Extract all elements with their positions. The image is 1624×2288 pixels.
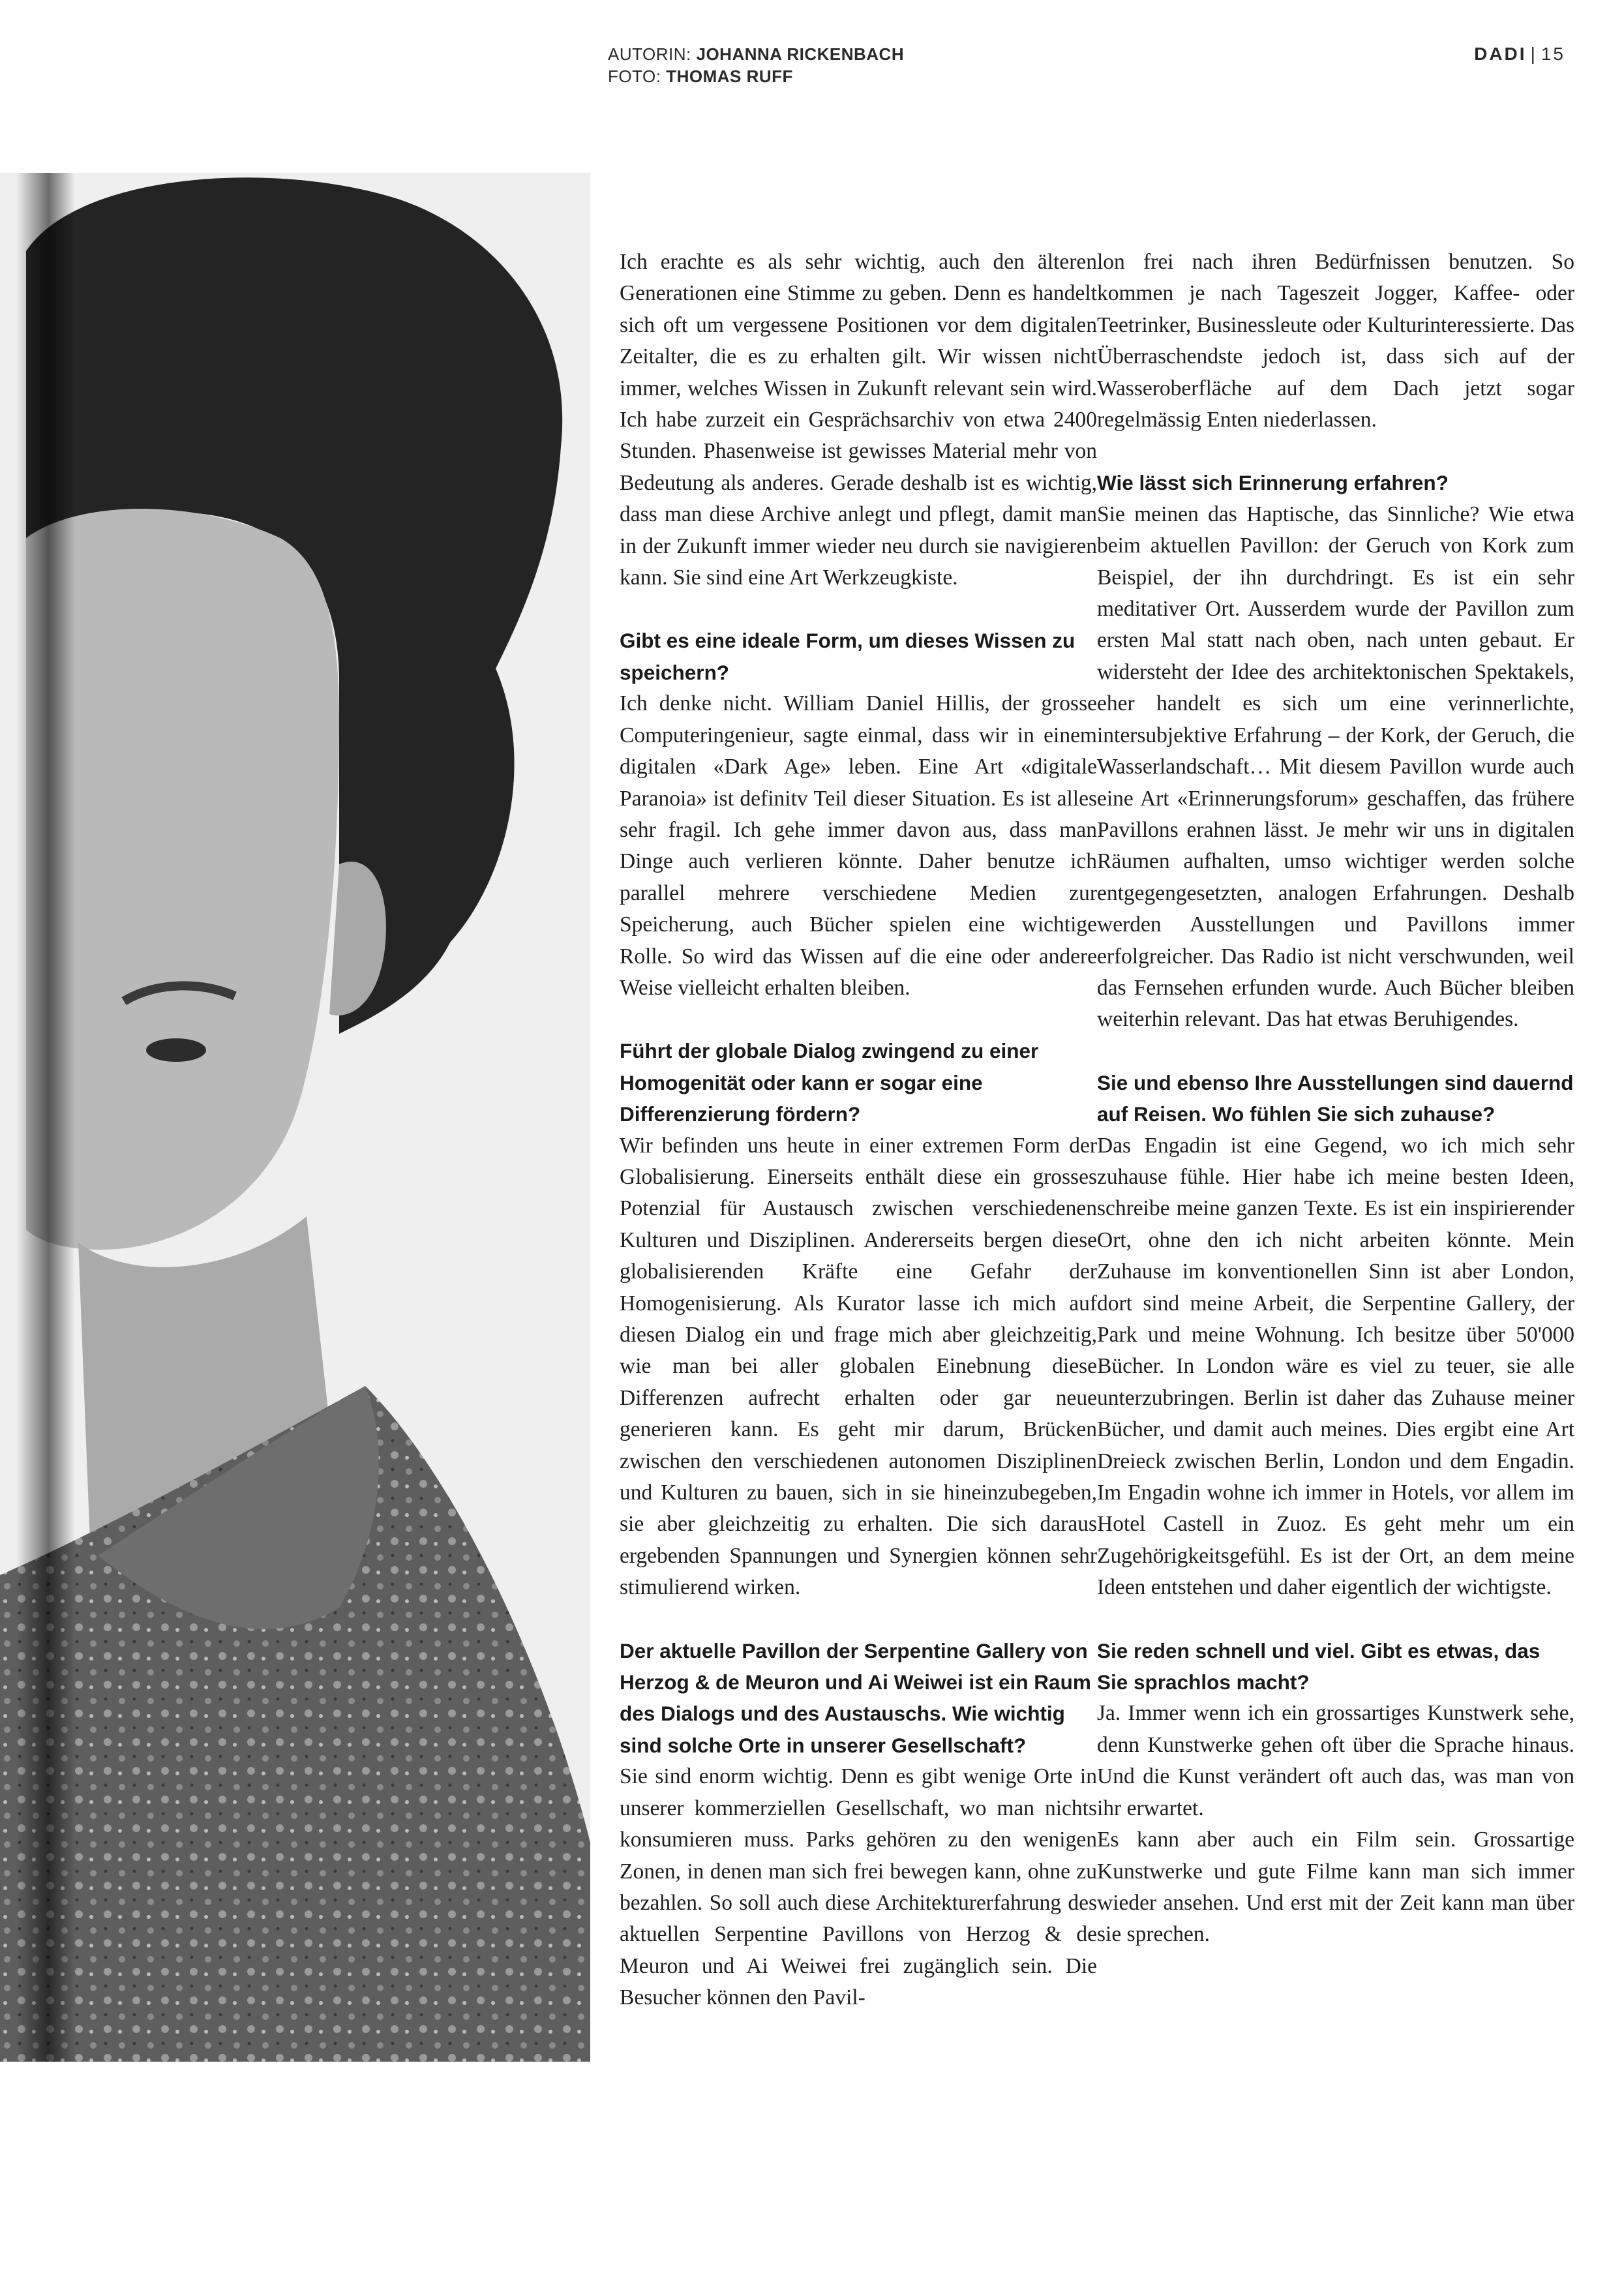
magazine-name: DADI [1474,44,1527,64]
interview-answer: Es kann aber auch ein Film sein. Grossartige Kunstwerke und gute Filme kann man sich immer wieder ansehen. Und erst mit der Zeit kann man über sie sprechen. [1097,1828,1574,1947]
interview-answer: Ich denke nicht. William Daniel Hillis, der grosse Computeringenieur, sagte einmal, dass wir in einem digitalen «Dark Age» leben. Eine Art «digitale Paranoia» ist definitv Teil dieser Situation. Es ist alles sehr fragil. Ich gehe immer davon aus, dass man Dinge auch verlieren könnte. Daher benutze ich parallel mehrere verschiedene Medien zur Speicherung, auch Bücher spielen eine wichtige Rolle. So wird das Wissen auf die eine oder andere Weise vielleicht erhalten bleiben. [620,691,1097,1000]
interview-question: Gibt es eine ideale Form, um dieses Wissen zu speichern? [620,629,1075,684]
interview-question: Wie lässt sich Erinnerung erfahren? [1097,471,1449,495]
photo-credit [608,65,904,87]
interview-answer: Sie sind enorm wichtig. Denn es gibt wenige Orte in unserer kommerziellen Gesellschaft, wo man nichts konsumieren muss. Parks gehören zu den wenigen Zonen, in denen man sich frei bewegen kann, ohne zu bezahlen. So soll auch diese Architekturerfahrung des aktuellen Serpentine Pavillons von Herzog & de Meuron und Ai Weiwei frei zugänglich sein. Die Besucher können den Pavil- [620,1764,1097,2010]
folio-separator: | [1530,44,1537,64]
author-label: AUTORIN: [608,44,691,64]
interview-question: Der aktuelle Pavillon der Serpentine Gallery von Herzog & de Meuron und Ai Weiwei ist ein Raum des Dialogs und des Austauschs. Wie wichtig sind solche Orte in unserer Gesellschaft? [620,1638,1091,1757]
page-fold [16,173,75,2062]
interview-answer: Wir befinden uns heute in einer extremen Form der Globalisierung. Einerseits enthält diese ein grosses Potenzial für Austausch zwischen verschiedenen Kulturen und Disziplinen. Andererseits bergen diese globalisierenden Kräfte eine Gefahr der Homogenisierung. Als Kurator lasse ich mich auf diesen Dialog ein und frage mich aber gleichzeitig, wie man bei aller globalen Einebnung diese Differenzen aufrecht erhalten oder gar neue generieren kann. Es geht mir darum, Brücken zwischen den verschiedenen autonomen Disziplinen und Kulturen zu bauen, sich in sie hineinzubegeben, sie aber gleichzeitig zu erhalten. Die sich daraus ergebenden Spannungen und Synergien können sehr stimulierend wirken. [620,1133,1097,1600]
interview-answer: Ich erachte es als sehr wichtig, auch den älteren Generationen eine Stimme zu geben. Denn es handelt sich oft um vergessene Positionen vor dem digitalen Zeitalter, die es zu erhalten gilt. Wir wissen nicht immer, welches Wissen in Zukunft relevant sein wird. Ich habe zurzeit ein Gesprächsarchiv von etwa 2400 Stunden. Phasenweise ist gewisses Material mehr von Bedeutung als anderes. Gerade deshalb ist es wichtig, dass man diese Archive anlegt und pflegt, damit man in der Zukunft immer wieder neu durch sie navigieren kann. Sie sind eine Art Werkzeugkiste. [620,250,1097,590]
page-folio [1428,43,1565,65]
author-name: JOHANNA RICKENBACH [696,44,905,64]
article-column-right [1097,247,1574,2073]
article-credits [608,43,904,87]
portrait-illustration [0,173,590,2062]
interview-answer: Sie meinen das Haptische, das Sinnliche? Wie etwa beim aktuellen Pavillon: der Geruch von Kork zum Beispiel, der ihn durchdringt. Es ist ein sehr meditativer Ort. Ausserdem wurde der Pavillon zum ersten Mal statt nach oben, nach unten gebaut. Er widersteht der Idee des architektonischen Spektakels, eher handelt es sich um eine verinnerlichte, intersubjektive Erfahrung – der Kork, der Geruch, die Wasserlandschaft… Mit diesem Pavillon wurde auch eine Art «Erinnerungsforum» geschaffen, das frühere Pavillons erahnen lässt. Je mehr wir uns in digitalen Räumen aufhalten, umso wichtiger werden solche entgegengesetzten, analogen Erfahrungen. Deshalb werden Ausstellungen und Pavillons immer erfolgreicher. Das Radio ist nicht verschwunden, weil das Fernsehen erfunden wurde. Auch Bücher bleiben weiterhin relevant. Das hat etwas Beruhigendes. [1097,502,1574,1032]
interview-answer: Ja. Immer wenn ich ein grossartiges Kunstwerk sehe, denn Kunstwerke gehen oft über die Sprache hinaus. Und die Kunst verändert oft auch das, was man von ihr erwartet. [1097,1701,1574,1820]
page-number: 15 [1541,44,1565,64]
interview-answer: Das Engadin ist eine Gegend, wo ich mich sehr zuhause fühle. Hier habe ich meine besten Ideen, schreibe meine ganzen Texte. Es ist ein inspirierender Ort, ohne den ich nicht arbeiten könnte. Mein Zuhause im konventionellen Sinn ist aber London, dort sind meine Arbeit, die Serpentine Gallery, der Park und meine Wohnung. Ich besitze über 50'000 Bücher. In London wäre es viel zu teuer, sie alle unterzubringen. Berlin ist daher das Zuhause meiner Bücher, und damit auch meines. Dies ergibt eine Art Dreieck zwischen Berlin, London und dem Engadin. Im Engadin wohne ich immer in Hotels, vor allem im Hotel Castell in Zuoz. Es geht mehr um ein Zugehörigkeitsgefühl. Es ist der Ort, an dem meine Ideen entstehen und daher eigentlich der wichtigste. [1097,1133,1574,1600]
interview-question: Führt der globale Dialog zwingend zu einer Homogenität oder kann er sogar eine Differenzierung fördern? [620,1039,1039,1126]
interview-question: Sie und ebenso Ihre Ausstellungen sind dauernd auf Reisen. Wo fühlen Sie sich zuhause? [1097,1070,1574,1126]
photo-name: THOMAS RUFF [666,67,793,86]
eye [146,1038,206,1062]
interview-answer: lon frei nach ihren Bedürfnissen benutzen. So kommen je nach Tageszeit Jogger, Kaffee- oder Teetrinker, Businessleute oder Kulturinteressierte. Das Überraschendste jedoch ist, dass sich auf der Wasseroberfläche auf dem Dach jetzt sogar regelmässig Enten niederlassen. [1097,250,1574,432]
interview-question: Sie reden schnell und viel. Gibt es etwas, das Sie sprachlos macht? [1097,1638,1541,1694]
author-credit [608,43,904,65]
portrait-photo [0,173,590,2062]
photo-label: FOTO: [608,67,661,86]
article-column-left [620,247,1097,2073]
